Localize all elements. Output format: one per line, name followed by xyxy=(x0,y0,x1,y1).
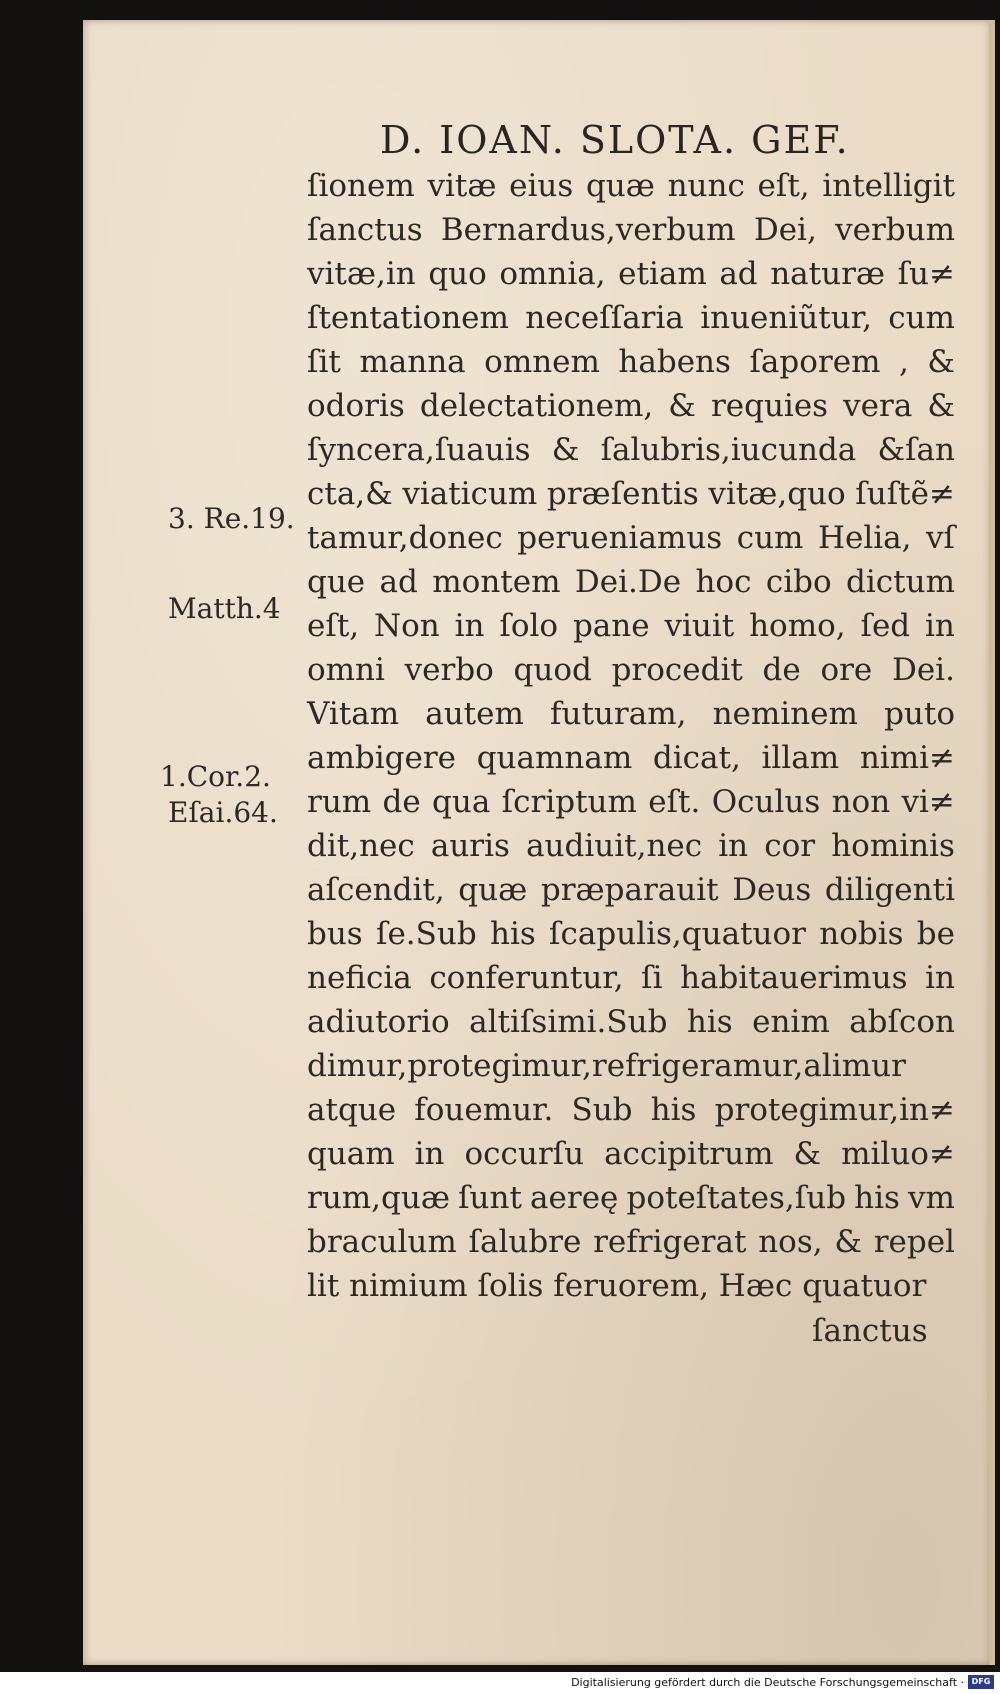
word: cibo xyxy=(765,564,832,600)
word: refrigerat xyxy=(593,1224,747,1260)
word: & xyxy=(668,388,696,424)
word: pane xyxy=(572,608,650,644)
word: ſed xyxy=(860,608,911,644)
margin-note-1-cor-2: 1.Cor.2. xyxy=(160,760,271,793)
word: adiutorio xyxy=(307,1004,450,1040)
digitization-footer xyxy=(0,1672,1000,1694)
word: tamur,donec xyxy=(307,520,503,556)
word: ad xyxy=(379,564,418,600)
word: & xyxy=(927,388,955,424)
word: conferuntur, xyxy=(429,960,624,996)
word: illam xyxy=(761,740,840,776)
word: ambigere xyxy=(307,740,456,776)
word: Dei.De xyxy=(574,564,682,600)
word: altiſsimi.Sub xyxy=(469,1004,668,1040)
word: & xyxy=(551,432,580,468)
text-line xyxy=(307,1048,955,1084)
word: ſaporem xyxy=(749,344,881,380)
margin-note-esai-64: Eſai.64. xyxy=(168,796,278,829)
word: quamnam xyxy=(476,740,633,776)
word: his xyxy=(686,1004,733,1040)
word: ſi xyxy=(641,960,663,996)
text-line xyxy=(307,1224,955,1260)
text-line xyxy=(307,212,955,248)
word: vi≠ xyxy=(901,784,955,820)
word: habens xyxy=(618,344,731,380)
word: protegimur,in≠ xyxy=(714,1092,955,1128)
word: & xyxy=(793,1136,822,1172)
word: bus xyxy=(307,916,363,952)
word: ſuſtẽ≠ xyxy=(855,476,955,512)
word: ſcriptum xyxy=(501,784,637,820)
word: & xyxy=(927,344,955,380)
word: Dei. xyxy=(891,652,955,688)
word: requies xyxy=(710,388,829,424)
word: ſyncera,ſuauis xyxy=(307,432,531,468)
word: eſt, xyxy=(307,608,360,644)
word: poteſtates,ſub xyxy=(626,1180,847,1216)
text-line xyxy=(307,916,955,952)
dfg-logo: DFG xyxy=(968,1675,994,1689)
word: quod xyxy=(513,652,592,688)
word: omnia, xyxy=(499,256,606,292)
word: audiuit,nec xyxy=(526,828,703,864)
word: cum xyxy=(888,300,955,336)
word: eius xyxy=(509,168,574,204)
word: ſunt xyxy=(458,1180,522,1216)
word: odoris xyxy=(307,388,405,424)
word: delectationem, xyxy=(419,388,654,424)
word: vm xyxy=(908,1180,955,1216)
word: etiam xyxy=(618,256,707,292)
word: be xyxy=(916,916,955,952)
text-line xyxy=(307,652,955,688)
word: Oculus xyxy=(711,784,821,820)
text-line xyxy=(307,608,955,644)
word: viuit xyxy=(664,608,735,644)
text-line xyxy=(307,388,955,424)
word: inueniũtur, xyxy=(700,300,872,336)
word: in xyxy=(718,828,749,864)
word: rum xyxy=(307,784,372,820)
word: ſtentationem xyxy=(307,300,509,336)
word: Bernardus,verbum xyxy=(440,212,736,248)
word: neminem xyxy=(712,696,858,732)
catchword: ſanctus xyxy=(812,1313,928,1349)
word: præſentis xyxy=(546,476,699,512)
word: montem xyxy=(432,564,561,600)
word: miluo≠ xyxy=(841,1136,955,1172)
word: dit,nec xyxy=(307,828,415,864)
word: atque xyxy=(307,1092,397,1128)
text-line xyxy=(307,476,955,512)
word: nunc xyxy=(667,168,745,204)
word: nimi≠ xyxy=(859,740,955,776)
word: de xyxy=(762,652,801,688)
word: dicat, xyxy=(652,740,741,776)
word: manna xyxy=(359,344,466,380)
word: neficia xyxy=(307,960,412,996)
text-line xyxy=(307,960,955,996)
word: , xyxy=(898,344,909,380)
word: Non xyxy=(374,608,440,644)
word: quæ xyxy=(585,168,655,204)
word: intelligit xyxy=(822,168,955,204)
text-line xyxy=(307,828,955,864)
word: Vitam xyxy=(307,696,400,732)
text-line xyxy=(307,696,955,732)
word: puto xyxy=(884,696,955,732)
word: ſe.Sub xyxy=(375,916,477,952)
text-line xyxy=(307,784,955,820)
word: cor xyxy=(764,828,816,864)
word: enim xyxy=(752,1004,830,1040)
word: verbo xyxy=(404,652,494,688)
text-line xyxy=(307,256,955,292)
text-line xyxy=(307,872,955,908)
word: accipitrum xyxy=(604,1136,774,1172)
word: eſt, xyxy=(757,168,810,204)
margin-note-3-re-19: 3. Re.19. xyxy=(168,502,295,535)
word: quam xyxy=(307,1136,395,1172)
word: hoc xyxy=(695,564,752,600)
word: ſanctus xyxy=(307,212,423,248)
word: ſcapulis,quatuor xyxy=(549,916,806,952)
word: Dei, xyxy=(753,212,817,248)
word: &ſan xyxy=(877,432,955,468)
word: ſalubre xyxy=(468,1224,582,1260)
word: non xyxy=(831,784,891,820)
word: aſcendit, xyxy=(307,872,445,908)
word: Helia, xyxy=(817,520,912,556)
word: nobis xyxy=(819,916,904,952)
word: braculum xyxy=(307,1224,457,1260)
word: naturæ xyxy=(770,256,886,292)
word: vitæ,in xyxy=(307,256,416,292)
text-line xyxy=(307,1092,955,1128)
word: ſionem xyxy=(307,168,415,204)
text-line xyxy=(307,168,955,204)
text-line xyxy=(307,1180,955,1216)
word: aereę xyxy=(530,1180,619,1216)
word: vera xyxy=(843,388,913,424)
word: dictum xyxy=(846,564,955,600)
word: dimur,protegimur,refrigeramur,alimur xyxy=(307,1048,906,1084)
word: homo, xyxy=(749,608,846,644)
word: occurſu xyxy=(464,1136,585,1172)
word: eſt. xyxy=(648,784,701,820)
word: vitæ,quo xyxy=(708,476,846,512)
word: quo xyxy=(428,256,487,292)
page-edge xyxy=(989,20,995,1665)
text-line xyxy=(307,564,955,600)
word: procedit xyxy=(611,652,743,688)
word: perueniamus xyxy=(517,520,723,556)
word: repel xyxy=(873,1224,955,1260)
word: quæ xyxy=(458,872,528,908)
word: Sub xyxy=(571,1092,633,1128)
word: his xyxy=(489,916,536,952)
word: auris xyxy=(430,828,510,864)
word: præparauit xyxy=(540,872,719,908)
text-line xyxy=(307,432,955,468)
word: rum,quæ xyxy=(307,1180,450,1216)
word: ſit xyxy=(307,344,341,380)
text-line xyxy=(307,1136,955,1172)
text-line: lit nimium ſolis feruorem, Hæc quatuor xyxy=(307,1268,927,1304)
word: verbum xyxy=(835,212,955,248)
text-line xyxy=(307,300,955,336)
word: abſcon xyxy=(849,1004,955,1040)
word: ad xyxy=(719,256,758,292)
word: de xyxy=(382,784,421,820)
text-line xyxy=(307,740,955,776)
word: vitæ xyxy=(427,168,497,204)
word: omni xyxy=(307,652,385,688)
word: vſ xyxy=(925,520,955,556)
word: Deus xyxy=(732,872,812,908)
margin-note-matth-4: Matth.4 xyxy=(168,592,281,625)
word: his xyxy=(650,1092,697,1128)
word: cta,& xyxy=(307,476,393,512)
word: ſu≠ xyxy=(897,256,955,292)
word: neceſſaria xyxy=(525,300,684,336)
word: futuram, xyxy=(550,696,687,732)
word: in xyxy=(454,608,485,644)
text-line xyxy=(307,1004,955,1040)
word: in xyxy=(414,1136,445,1172)
word: fouemur. xyxy=(414,1092,554,1128)
word: nos, xyxy=(758,1224,823,1260)
word: hominis xyxy=(831,828,955,864)
word: & xyxy=(834,1224,862,1260)
word: que xyxy=(307,564,366,600)
word: ſolo xyxy=(499,608,559,644)
word: habitauerimus xyxy=(680,960,908,996)
footer-credit: Digitalisierung gefördert durch die Deutsche Forschungsgemeinschaft · xyxy=(571,1676,964,1689)
word: viaticum xyxy=(402,476,538,512)
word: omnem xyxy=(484,344,600,380)
word: diligenti xyxy=(824,872,955,908)
word: cum xyxy=(736,520,804,556)
text-line xyxy=(307,520,955,556)
word: in xyxy=(925,608,955,644)
text-line xyxy=(307,344,955,380)
word: autem xyxy=(425,696,524,732)
word: ore xyxy=(820,652,873,688)
running-head: D. IOAN. SLOTA. GEF. xyxy=(380,118,850,162)
word: ſalubris,iucunda xyxy=(600,432,857,468)
word: his xyxy=(854,1180,900,1216)
word: in xyxy=(925,960,955,996)
word: qua xyxy=(432,784,491,820)
